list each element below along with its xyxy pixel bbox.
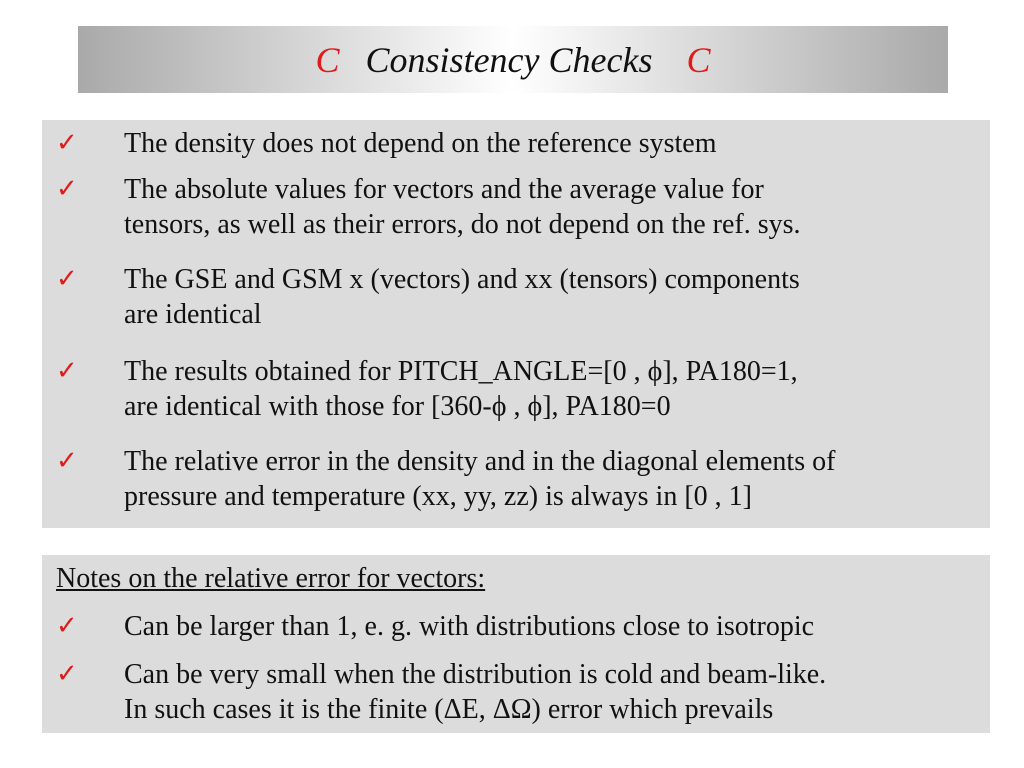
- slide-title: Consistency Checks: [365, 39, 653, 80]
- check-item-line: are identical with those for [360-ϕ , ϕ], PA180=0: [124, 391, 671, 422]
- check-item-line: pressure and temperature (xx, yy, zz) is always in [0 , 1]: [124, 481, 752, 512]
- check-item-line: The results obtained for PITCH_ANGLE=[0 , ϕ], PA180=1,: [124, 356, 798, 387]
- checkmark-icon: ✓: [56, 128, 78, 158]
- notes-heading: Notes on the relative error for vectors:: [56, 563, 486, 594]
- check-item-line: The density does not depend on the reference system: [124, 128, 717, 159]
- check-item-line: The relative error in the density and in the diagonal elements of: [124, 446, 836, 477]
- checkmark-icon: ✓: [56, 174, 78, 204]
- notes-panel: [42, 555, 990, 733]
- note-item-text: [124, 609, 994, 644]
- note-item-line: In such cases it is the finite (ΔE, ΔΩ) error which prevails: [124, 694, 774, 725]
- note-item-text: [124, 657, 994, 727]
- title-left-symbol: C: [315, 39, 340, 80]
- check-item-line: The GSE and GSM x (vectors) and xx (tensors) components: [124, 264, 800, 295]
- check-item-line: The absolute values for vectors and the average value for: [124, 174, 764, 205]
- slide-title-bar: [78, 26, 948, 93]
- consistency-checks-panel: [42, 120, 990, 528]
- check-item-text: [124, 444, 994, 514]
- check-item-text: [124, 126, 994, 161]
- title-right-symbol: C: [686, 39, 711, 80]
- check-item-line: tensors, as well as their errors, do not depend on the ref. sys.: [124, 209, 801, 240]
- checkmark-icon: ✓: [56, 264, 78, 294]
- note-item-line: Can be very small when the distribution is cold and beam-like.: [124, 659, 827, 690]
- note-item-line: Can be larger than 1, e. g. with distributions close to isotropic: [124, 611, 815, 642]
- checkmark-icon: ✓: [56, 356, 78, 386]
- checkmark-icon: ✓: [56, 659, 78, 689]
- check-item-text: [124, 354, 994, 424]
- check-item-line: are identical: [124, 299, 262, 330]
- check-item-text: [124, 262, 994, 332]
- checkmark-icon: ✓: [56, 611, 78, 641]
- checkmark-icon: ✓: [56, 446, 78, 476]
- check-item-text: [124, 172, 994, 242]
